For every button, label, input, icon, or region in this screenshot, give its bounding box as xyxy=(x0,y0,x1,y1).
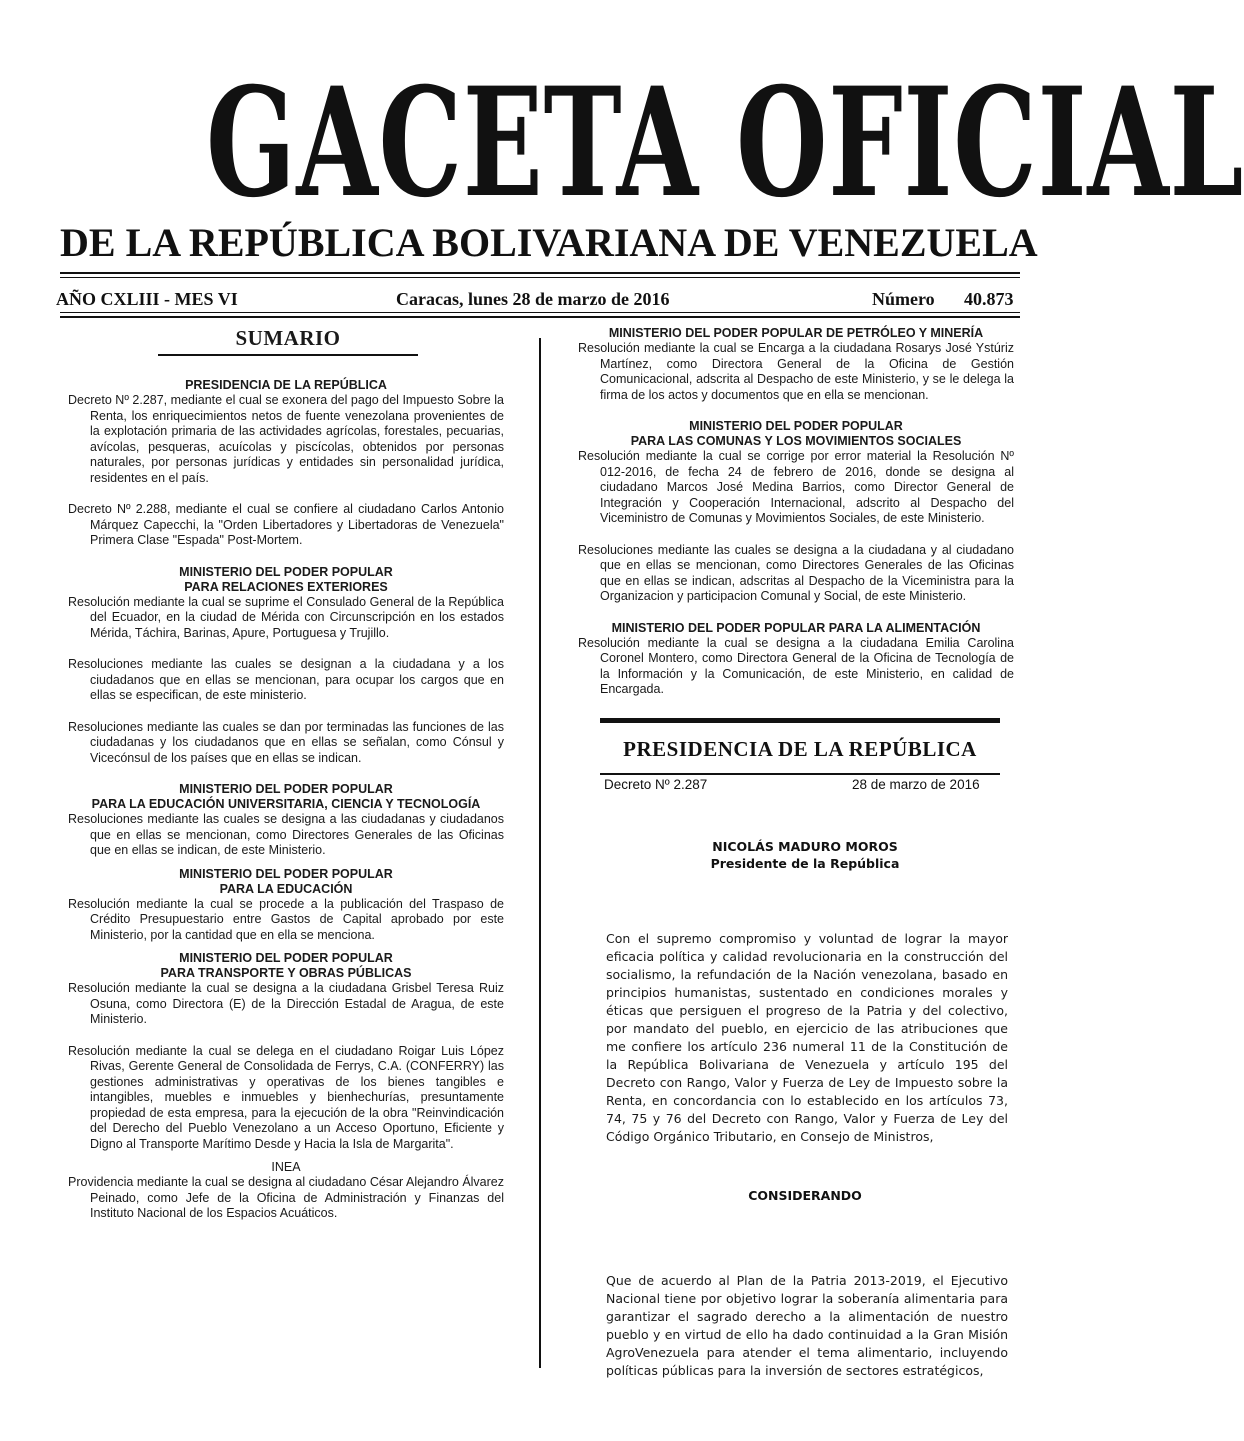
signer-title: Presidente de la República xyxy=(710,856,900,871)
sumario-entry: Resoluciones mediante las cuales se designa a la ciudadana y al ciudadano que en ellas se mencionan, como Directores Generales de las Oficinas que en ellas se indican, adscritas al Despacho de la Viceministra para la Organizacion y participacion Comunal y Social, de este Ministerio. xyxy=(578,542,1014,603)
sumario-entry: Resoluciones mediante las cuales se designan a la ciudadana y a los ciudadanos que en ellas se mencionan, para ocupar los cargos que en ellas se especifican, de este ministerio. xyxy=(68,657,504,702)
issue-year-month: AÑO CXLIII - MES VI xyxy=(56,289,238,309)
sumario-entry: Resolución mediante la cual se corrige por error material la Resolución Nº 012-2016, de fecha 24 de febrero de 2016, donde se designa al ciudadano Marcos José Medina Barrios, como Director General de Integración y Cooperación Internacional, adscrito al Despacho del Viceministro de Comunas y Movimientos Sociales, de este Ministerio. xyxy=(578,449,1014,525)
issue-number-label: Número xyxy=(872,289,935,309)
sumario-section xyxy=(68,1160,504,1222)
sumario-section xyxy=(68,782,504,859)
section-heading: MINISTERIO DEL PODER POPULAR xyxy=(179,564,393,579)
issue-line xyxy=(56,287,1020,311)
section-heading: MINISTERIO DEL PODER POPULAR xyxy=(179,782,393,796)
section-heading: PRESIDENCIA DE LA REPÚBLICA xyxy=(185,378,387,392)
section-heading: MINISTERIO DEL PODER POPULAR DE PETRÓLEO Y MINERÍA xyxy=(608,326,984,340)
considerando-text: Que de acuerdo al Plan de la Patria 2013-2019, el Ejecutivo Nacional tiene por objetivo lograr la soberanía alimentaria para garantizar el sagrado derecho a la alimentación de nuestro pueblo y en virtud de ello ha dado continuidad a la Gran Misión AgroVenezuela para atender el tema alimentario, incluyendo políticas públicas para la inversión de sectores estratégicos, xyxy=(606,1273,1008,1378)
section-heading: PARA LA EDUCACIÓN xyxy=(219,881,353,896)
sumario-entry: Resolución mediante la cual se procede a la publicación del Traspaso de Crédito Presupuestario entre Gastos de Capital aprobado por este Ministerio, por la cantidad que en ella se menciona. xyxy=(68,896,504,942)
sumario-section xyxy=(68,378,504,549)
sumario-entry: Resolución mediante la cual se suprime el Consulado General de la República del Ecuador, en la ciudad de Mérida con Circunscripción en los estados Mérida, Táchira, Barinas, Apure, Portuguesa y Trujillo. xyxy=(68,594,504,640)
sumario-title: SUMARIO xyxy=(158,324,418,356)
sumario-section xyxy=(68,867,504,944)
section-heading: PARA TRANSPORTE Y OBRAS PÚBLICAS xyxy=(160,966,412,980)
issue-place-date: Caracas, lunes 28 de marzo de 2016 xyxy=(396,289,670,309)
masthead-subtitle: DE LA REPÚBLICA BOLIVARIANA DE VENEZUELA xyxy=(60,220,1038,265)
sumario-entry: Resoluciones mediante las cuales se dan por terminadas las funciones de las ciudadanas y los ciudadanos que en ellas se señalan, como Cónsul y Vicecónsul de los países que en ellas se indican. xyxy=(68,719,504,765)
masthead-rule-top-thin xyxy=(60,277,1020,278)
sumario-section xyxy=(578,326,1014,403)
sumario-entry: Decreto Nº 2.287, mediante el cual se exonera del pago del Impuesto Sobre la Renta, los enriquecimientos netos de fuente venezolana provenientes de la explotación primaria de las actividades agrícolas, forestales, pecuarias, avícolas, pesqueras, acuícolas y piscícolas, obtenidos por personas naturales, por personas jurídicas y entidades sin personalidad jurídica, residentes en el país. xyxy=(68,393,504,485)
section-heading: PARA RELACIONES EXTERIORES xyxy=(184,579,388,594)
section-heading: MINISTERIO DEL PODER POPULAR xyxy=(179,866,393,881)
sumario-section xyxy=(68,951,504,1152)
section-heading: MINISTERIO DEL PODER POPULAR xyxy=(179,951,393,965)
issue-number: 40.873 xyxy=(964,289,1014,309)
issue-rule-top xyxy=(60,312,1020,313)
sumario-entry: Resolución mediante la cual se designa a la ciudadana Emilia Carolina Coronel Montero, como Directora General de la Oficina de Tecnología de la Información y la Comunicación, de este Ministerio, en calidad de Encargada. xyxy=(578,635,1014,696)
section-heading: MINISTERIO DEL PODER POPULAR xyxy=(689,419,903,433)
presidencia-title: PRESIDENCIA DE LA REPÚBLICA xyxy=(623,737,977,761)
sumario-entry: Resoluciones mediante las cuales se designa a las ciudadanas y ciudadanos que en ellas se mencionan, como Directores Generales de las Oficinas que en ellas se indican, de este Ministerio. xyxy=(68,812,504,857)
sumario-left-column xyxy=(68,324,504,1230)
considerando-heading: CONSIDERANDO xyxy=(748,1188,862,1203)
decree-number: Decreto Nº 2.287 xyxy=(604,777,708,792)
signer-block xyxy=(600,838,1010,872)
decree-line xyxy=(604,775,990,795)
sumario-entry: Resolución mediante la cual se Encarga a la ciudadana Rosarys José Ystúriz Martínez, como Directora General de la Oficina de Gestión Comunicacional, adscrita al Despacho de este Ministerio, y se le delega la firma de los actos y documentos que en ella se mencionan. xyxy=(578,341,1014,402)
section-heading: INEA xyxy=(271,1160,301,1174)
sumario-entry: Resolución mediante la cual se delega en el ciudadano Roigar Luis López Rivas, Gerente General de Consolidada de Ferrys, C.A. (CONFERRY) las gestiones administrativas y operativas de los bienes tangibles e intangibles, muebles e inmuebles y bienhechurías, presuntamente propiedad de esta empresa, para la ejecución de la obra "Reinvindicación del Derecho del Pueblo Venezolano a un Acceso Oportuno, Eficiente y Digno al Transporte Marítimo Desde y Hacia la Isla de Margarita". xyxy=(68,1043,504,1151)
decree-preamble: Con el supremo compromiso y voluntad de lograr la mayor eficacia política y calidad revolucionaria en la construcción del socialismo, la refundación de la Nación venezolana, basado en principios humanistas, sustentado en condiciones morales y éticas que persiguen el progreso de la Patria y del colectivo, por mandato del pueblo, en ejercicio de las atribuciones que me confiere los artículo 236 numeral 11 de la Constitución de la República Bolivariana de Venezuela y artículo 195 del Decreto con Rango, Valor y Fuerza de Ley de Impuesto sobre la Renta, en concordancia con lo establecido en los artículos 73, 74, 75 y 76 del Decreto con Rango, Valor y Fuerza de Ley del Código Orgánico Tributario, en Consejo de Ministros, xyxy=(606,931,1008,1144)
sumario-section xyxy=(68,565,504,767)
sumario-entry: Resolución mediante la cual se designa a la ciudadana Grisbel Teresa Ruiz Osuna, como Directora (E) de la Dirección Estadal de Aragua, de este Ministerio. xyxy=(68,981,504,1026)
sumario-entry: Providencia mediante la cual se designa al ciudadano César Alejandro Álvarez Peinado, como Jefe de la Oficina de Administración y Finanzas del Instituto Nacional de los Espacios Acuáticos. xyxy=(68,1175,504,1220)
decree-date: 28 de marzo de 2016 xyxy=(852,777,980,792)
issue-rule-bottom xyxy=(60,316,1020,318)
sumario-section xyxy=(578,621,1014,698)
sumario-section xyxy=(578,419,1014,605)
masthead-rule-top xyxy=(60,272,1020,274)
signer-name: NICOLÁS MADURO MOROS xyxy=(712,839,898,854)
sumario-entry: Decreto Nº 2.288, mediante el cual se confiere al ciudadano Carlos Antonio Márquez Capecchi, la "Orden Libertadores y Libertadoras de Venezuela" Primera Clase "Espada" Post-Mortem. xyxy=(68,502,504,547)
section-heading: PARA LAS COMUNAS Y LOS MOVIMIENTOS SOCIALES xyxy=(630,434,962,448)
sumario-right-column xyxy=(578,326,1014,706)
section-heading: PARA LA EDUCACIÓN UNIVERSITARIA, CIENCIA Y TECNOLOGÍA xyxy=(91,797,481,811)
masthead-title: GACETA OFICIAL xyxy=(206,55,1244,231)
section-heading: MINISTERIO DEL PODER POPULAR PARA LA ALIMENTACIÓN xyxy=(611,620,981,635)
column-divider xyxy=(539,338,541,1368)
